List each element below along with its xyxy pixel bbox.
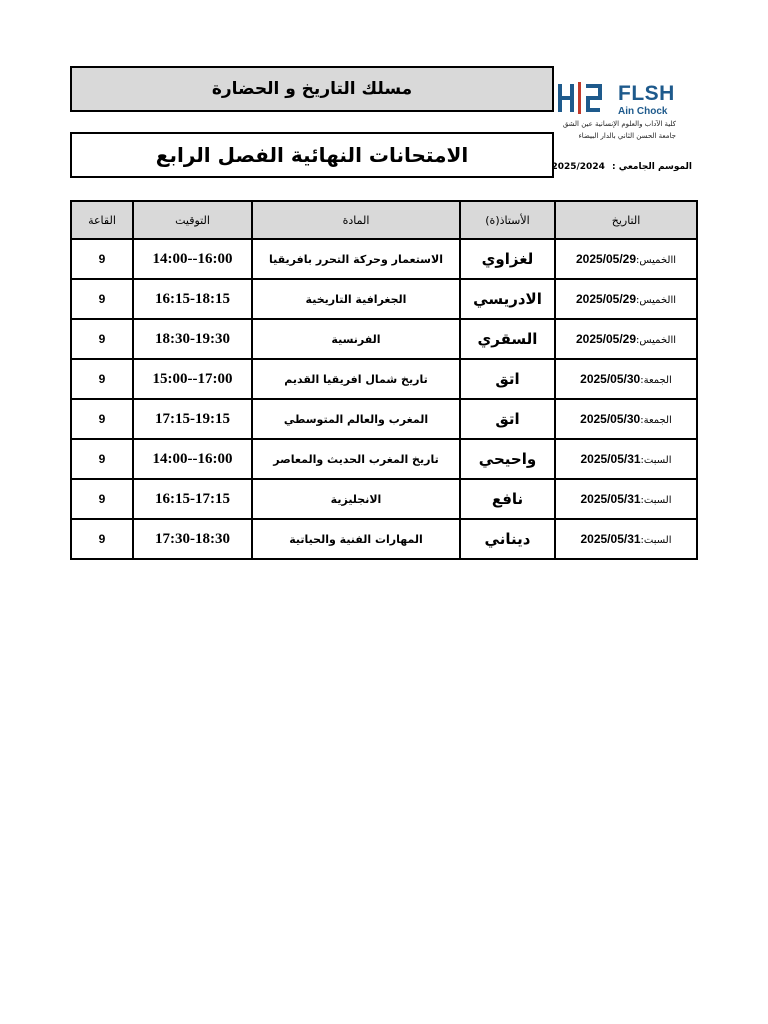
track-title-box — [70, 66, 554, 112]
season-label: الموسم الجامعي : — [611, 162, 692, 172]
time-cell: 17:15-19:15 — [133, 399, 252, 439]
date-cell — [555, 239, 697, 279]
date-value: 2025/05/29 — [575, 292, 637, 306]
table-row — [71, 519, 697, 559]
time-cell: 16:15-17:15 — [133, 479, 252, 519]
date-value: 2025/05/31 — [580, 532, 641, 546]
professor-cell: لغزاوي — [460, 239, 555, 279]
logo-faculty: كلية الآداب والعلوم الإنسانية عين الشق — [562, 120, 676, 128]
time-cell: 14:00--16:00 — [133, 239, 252, 279]
date-value: 2025/05/31 — [580, 452, 641, 466]
date-cell — [555, 279, 697, 319]
subject-cell: المهارات الفنية والحياتية — [252, 519, 460, 559]
subject-cell: الفرنسية — [252, 319, 460, 359]
room-cell: 9 — [71, 359, 133, 399]
time-cell: 16:15-18:15 — [133, 279, 252, 319]
logo-university: جامعة الحسن الثاني بالدار البيضاء — [578, 132, 676, 140]
header-professor: الأستاذ(ة) — [460, 201, 555, 239]
professor-cell: واحيحي — [460, 439, 555, 479]
day-name: االخميس: — [636, 335, 677, 346]
date-cell — [555, 359, 697, 399]
date-cell — [555, 319, 697, 359]
table-row — [71, 399, 697, 439]
time-cell: 18:30-19:30 — [133, 319, 252, 359]
room-cell: 9 — [71, 239, 133, 279]
subject-cell: المغرب والعالم المتوسطي — [252, 399, 460, 439]
table-header-row — [71, 201, 697, 239]
professor-cell: الادريسي — [460, 279, 555, 319]
time-cell: 17:30-18:30 — [133, 519, 252, 559]
logo-campus: Ain Chock — [618, 106, 668, 117]
date-value: 2025/05/31 — [580, 492, 641, 506]
subject-cell: الجغرافية التاريخية — [252, 279, 460, 319]
date-value: 2025/05/30 — [580, 372, 641, 386]
logo-mark-icon — [556, 80, 606, 116]
header-room: القاعة — [71, 201, 133, 239]
date-cell — [555, 399, 697, 439]
professor-cell: نافع — [460, 479, 555, 519]
room-cell: 9 — [71, 479, 133, 519]
subject-cell: تاريخ المغرب الحديث والمعاصر — [252, 439, 460, 479]
table-row — [71, 319, 697, 359]
day-name: الجمعة: — [640, 415, 672, 426]
subject-cell: الانجليزية — [252, 479, 460, 519]
room-cell: 9 — [71, 519, 133, 559]
table-row — [71, 279, 697, 319]
professor-cell: ديناني — [460, 519, 555, 559]
room-cell: 9 — [71, 439, 133, 479]
subject-cell: تاريخ شمال افريقيا القديم — [252, 359, 460, 399]
exam-schedule-table — [70, 200, 698, 560]
date-cell — [555, 519, 697, 559]
subject-cell: الاستعمار وحركة التحرر بافريقيا — [252, 239, 460, 279]
date-cell — [555, 439, 697, 479]
time-cell: 15:00--17:00 — [133, 359, 252, 399]
date-value: 2025/05/29 — [575, 252, 637, 266]
exam-title: الامتحانات النهائية الفصل الرابع — [155, 143, 469, 167]
time-cell: 14:00--16:00 — [133, 439, 252, 479]
date-value: 2025/05/30 — [580, 412, 641, 426]
header-time: التوقيت — [133, 201, 252, 239]
academic-season — [551, 162, 692, 172]
date-cell — [555, 479, 697, 519]
table-row — [71, 359, 697, 399]
day-name: السبت: — [640, 535, 672, 546]
logo-flsh: FLSH — [618, 82, 675, 105]
room-cell: 9 — [71, 399, 133, 439]
table-row — [71, 479, 697, 519]
room-cell: 9 — [71, 279, 133, 319]
header-date: التاريخ — [555, 201, 697, 239]
professor-cell: اتق — [460, 359, 555, 399]
date-value: 2025/05/29 — [575, 332, 637, 346]
room-cell: 9 — [71, 319, 133, 359]
day-name: االخميس: — [636, 295, 677, 306]
season-year: 2025/2024 — [551, 162, 605, 172]
day-name: السبت: — [640, 495, 672, 506]
track-title: مسلك التاريخ و الحضارة — [211, 79, 413, 99]
exam-title-box — [70, 132, 554, 178]
faculty-logo — [556, 80, 696, 152]
header-subject: المادة — [252, 201, 460, 239]
table-row — [71, 439, 697, 479]
professor-cell: اتق — [460, 399, 555, 439]
professor-cell: السقري — [460, 319, 555, 359]
day-name: االخميس: — [636, 255, 677, 266]
table-row — [71, 239, 697, 279]
day-name: السبت: — [640, 455, 672, 466]
day-name: الجمعة: — [640, 375, 672, 386]
